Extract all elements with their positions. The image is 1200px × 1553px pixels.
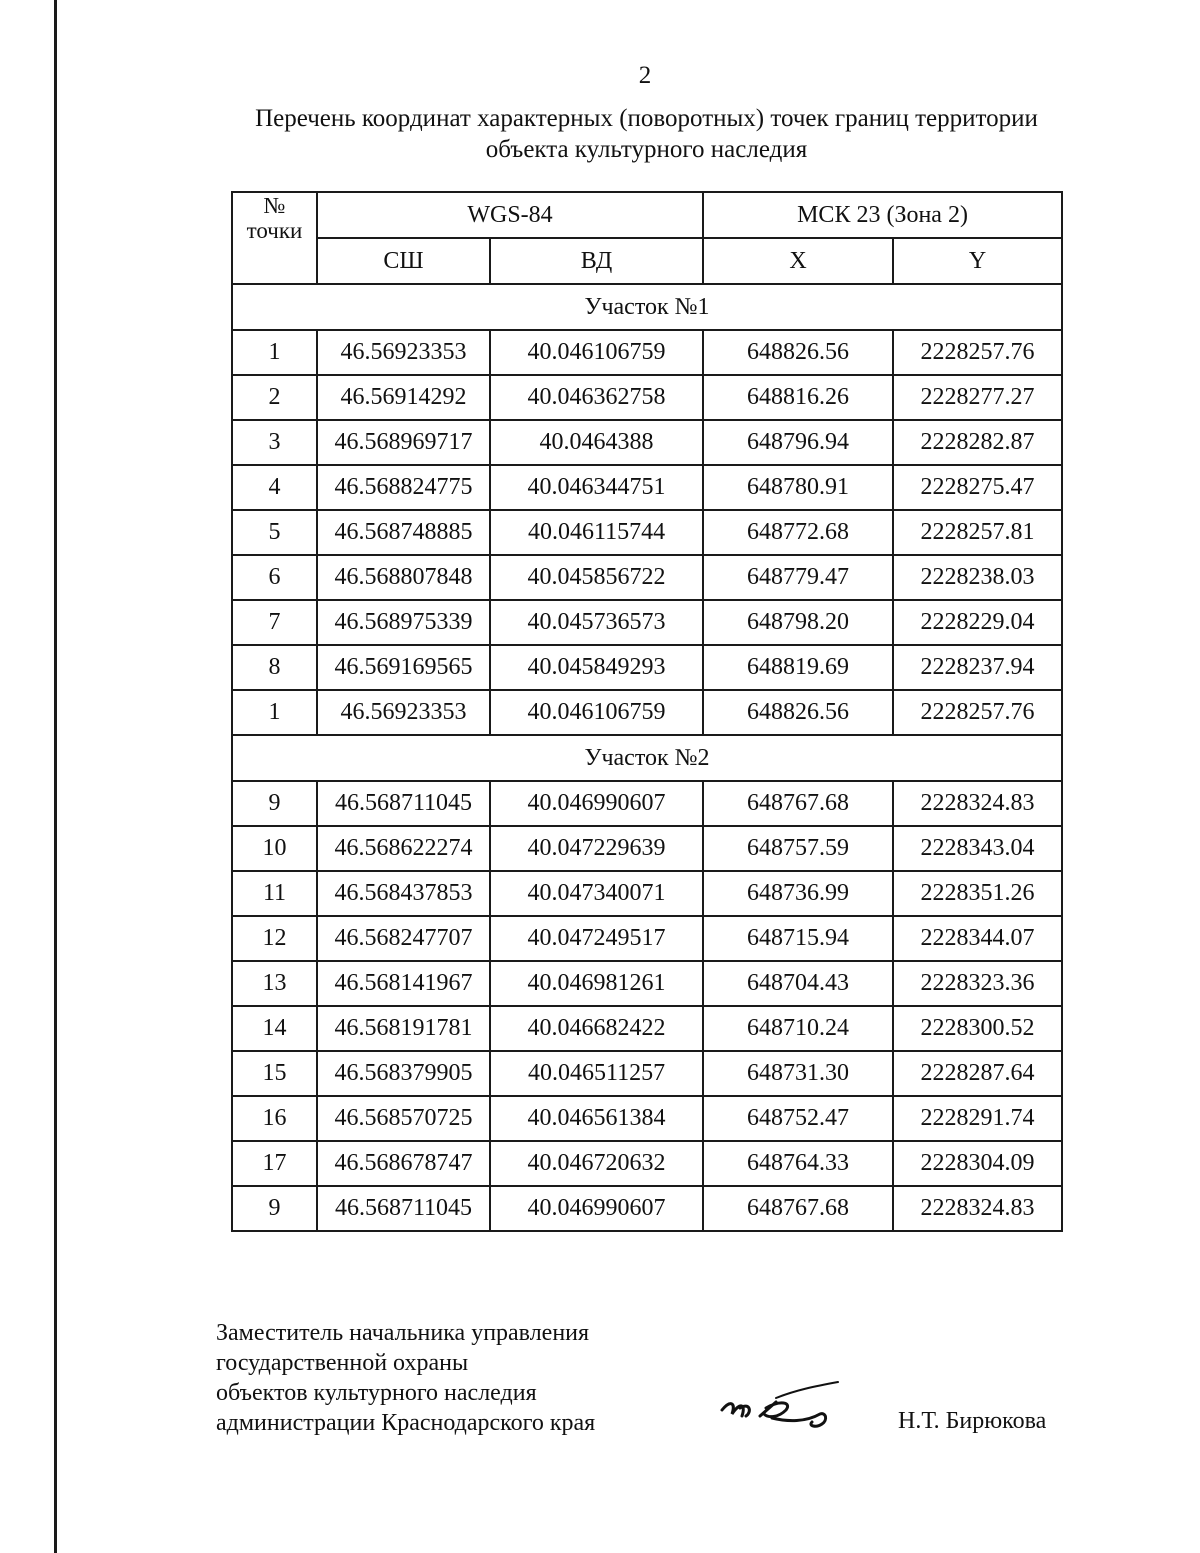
latitude-cell: 46.568975339 (317, 600, 490, 645)
point-number-cell: 5 (232, 510, 317, 555)
table-subheader-row (232, 238, 1062, 284)
longitude-cell: 40.046511257 (490, 1051, 703, 1096)
x-cell: 648752.47 (703, 1096, 893, 1141)
longitude-cell: 40.045856722 (490, 555, 703, 600)
longitude-cell: 40.045736573 (490, 600, 703, 645)
y-cell: 2228237.94 (893, 645, 1062, 690)
point-number-cell: 7 (232, 600, 317, 645)
signer-position-line: администрации Краснодарского края (216, 1410, 596, 1436)
x-cell: 648757.59 (703, 826, 893, 871)
point-number-cell: 1 (232, 330, 317, 375)
point-number-cell: 17 (232, 1141, 317, 1186)
signer-name: Н.Т. Бирюкова (898, 1408, 1047, 1434)
latitude-cell: 46.568969717 (317, 420, 490, 465)
longitude-cell: 40.046561384 (490, 1096, 703, 1141)
x-cell: 648704.43 (703, 961, 893, 1006)
y-cell: 2228275.47 (893, 465, 1062, 510)
point-number-cell: 12 (232, 916, 317, 961)
point-number-cell: 3 (232, 420, 317, 465)
latitude-cell: 46.568711045 (317, 781, 490, 826)
page-number: 2 (638, 62, 652, 89)
y-cell: 2228257.76 (893, 690, 1062, 735)
latitude-cell: 46.569169565 (317, 645, 490, 690)
signer-position (216, 1318, 595, 1438)
x-cell: 648816.26 (703, 375, 893, 420)
point-number-cell: 2 (232, 375, 317, 420)
y-cell: 2228257.81 (893, 510, 1062, 555)
table-row (232, 1006, 1062, 1051)
longitude-cell: 40.046981261 (490, 961, 703, 1006)
msk23-group-header: МСК 23 (Зона 2) (703, 192, 1062, 238)
latitude-cell: 46.568191781 (317, 1006, 490, 1051)
y-cell: 2228291.74 (893, 1096, 1062, 1141)
table-row (232, 510, 1062, 555)
x-cell: 648715.94 (703, 916, 893, 961)
y-cell: 2228287.64 (893, 1051, 1062, 1096)
signer-position-line: объектов культурного наследия (216, 1380, 537, 1406)
latitude-cell: 46.56914292 (317, 375, 490, 420)
latitude-cell: 46.568247707 (317, 916, 490, 961)
point-number-cell: 4 (232, 465, 317, 510)
signer-position-line: государственной охраны (216, 1350, 469, 1376)
table-row (232, 1141, 1062, 1186)
table-row (232, 781, 1062, 826)
section-header-row (232, 284, 1062, 330)
longitude-cell: 40.046990607 (490, 781, 703, 826)
table-row (232, 961, 1062, 1006)
section-title: Участок №2 (232, 735, 1062, 781)
table-row (232, 555, 1062, 600)
longitude-cell: 40.045849293 (490, 645, 703, 690)
table-row (232, 1096, 1062, 1141)
table-row (232, 1186, 1062, 1231)
table-row (232, 871, 1062, 916)
point-number-cell: 9 (232, 781, 317, 826)
latitude-cell: 46.568711045 (317, 1186, 490, 1231)
x-cell: 648736.99 (703, 871, 893, 916)
section-header-row (232, 735, 1062, 781)
x-cell: 648780.91 (703, 465, 893, 510)
longitude-cell: 40.046720632 (490, 1141, 703, 1186)
table-header-row (232, 192, 1062, 238)
title-line-1: Перечень координат характерных (поворотных) точек границ территории (255, 105, 1038, 132)
x-cell: 648772.68 (703, 510, 893, 555)
x-cell: 648731.30 (703, 1051, 893, 1096)
table-row (232, 1051, 1062, 1096)
longitude-cell: 40.046106759 (490, 330, 703, 375)
longitude-cell: 40.046362758 (490, 375, 703, 420)
latitude-cell: 46.568678747 (317, 1141, 490, 1186)
table-row (232, 645, 1062, 690)
longitude-cell: 40.047340071 (490, 871, 703, 916)
y-cell: 2228238.03 (893, 555, 1062, 600)
y-cell: 2228229.04 (893, 600, 1062, 645)
x-cell: 648826.56 (703, 330, 893, 375)
point-number-cell: 10 (232, 826, 317, 871)
wgs84-group-header: WGS-84 (317, 192, 703, 238)
y-cell: 2228277.27 (893, 375, 1062, 420)
coordinates-table (231, 191, 1063, 1232)
point-number-cell: 8 (232, 645, 317, 690)
x-cell: 648779.47 (703, 555, 893, 600)
point-number-cell: 6 (232, 555, 317, 600)
longitude-cell: 40.046990607 (490, 1186, 703, 1231)
latitude-cell: 46.568824775 (317, 465, 490, 510)
y-cell: 2228300.52 (893, 1006, 1062, 1051)
latitude-cell: 46.568570725 (317, 1096, 490, 1141)
point-number-cell: 15 (232, 1051, 317, 1096)
y-cell: 2228324.83 (893, 781, 1062, 826)
y-cell: 2228257.76 (893, 330, 1062, 375)
longitude-cell: 40.047229639 (490, 826, 703, 871)
point-number-header (232, 192, 317, 284)
handwritten-signature (716, 1378, 846, 1438)
point-number-cell: 16 (232, 1096, 317, 1141)
point-number-cell: 11 (232, 871, 317, 916)
latitude-cell: 46.568379905 (317, 1051, 490, 1096)
section-title: Участок №1 (232, 284, 1062, 330)
y-cell: 2228351.26 (893, 871, 1062, 916)
latitude-header: СШ (317, 238, 490, 284)
x-cell: 648819.69 (703, 645, 893, 690)
latitude-cell: 46.56923353 (317, 690, 490, 735)
y-cell: 2228324.83 (893, 1186, 1062, 1231)
point-number-header-line1: № (263, 193, 286, 218)
table-row (232, 690, 1062, 735)
y-cell: 2228304.09 (893, 1141, 1062, 1186)
longitude-cell: 40.046682422 (490, 1006, 703, 1051)
point-number-cell: 14 (232, 1006, 317, 1051)
x-cell: 648767.68 (703, 1186, 893, 1231)
y-cell: 2228343.04 (893, 826, 1062, 871)
title-line-2: объекта культурного наследия (485, 136, 808, 163)
scan-edge-line (54, 0, 57, 1553)
longitude-cell: 40.0464388 (490, 420, 703, 465)
point-number-cell: 1 (232, 690, 317, 735)
document-title (200, 103, 1093, 165)
y-cell: 2228344.07 (893, 916, 1062, 961)
signer-position-line: Заместитель начальника управления (216, 1320, 590, 1346)
point-number-cell: 9 (232, 1186, 317, 1231)
point-number-header-line2: точки (246, 218, 303, 243)
longitude-cell: 40.046115744 (490, 510, 703, 555)
x-cell: 648710.24 (703, 1006, 893, 1051)
y-cell: 2228323.36 (893, 961, 1062, 1006)
latitude-cell: 46.568437853 (317, 871, 490, 916)
table-row (232, 916, 1062, 961)
latitude-cell: 46.568622274 (317, 826, 490, 871)
longitude-cell: 40.046344751 (490, 465, 703, 510)
x-cell: 648764.33 (703, 1141, 893, 1186)
x-cell: 648826.56 (703, 690, 893, 735)
x-header: X (703, 238, 893, 284)
latitude-cell: 46.56923353 (317, 330, 490, 375)
table-row (232, 465, 1062, 510)
y-cell: 2228282.87 (893, 420, 1062, 465)
table-row (232, 600, 1062, 645)
x-cell: 648796.94 (703, 420, 893, 465)
table-row (232, 375, 1062, 420)
y-header: Y (893, 238, 1062, 284)
latitude-cell: 46.568141967 (317, 961, 490, 1006)
latitude-cell: 46.568748885 (317, 510, 490, 555)
table-row (232, 420, 1062, 465)
longitude-header: ВД (490, 238, 703, 284)
x-cell: 648767.68 (703, 781, 893, 826)
longitude-cell: 40.047249517 (490, 916, 703, 961)
table-row (232, 826, 1062, 871)
longitude-cell: 40.046106759 (490, 690, 703, 735)
x-cell: 648798.20 (703, 600, 893, 645)
table-row (232, 330, 1062, 375)
latitude-cell: 46.568807848 (317, 555, 490, 600)
point-number-cell: 13 (232, 961, 317, 1006)
